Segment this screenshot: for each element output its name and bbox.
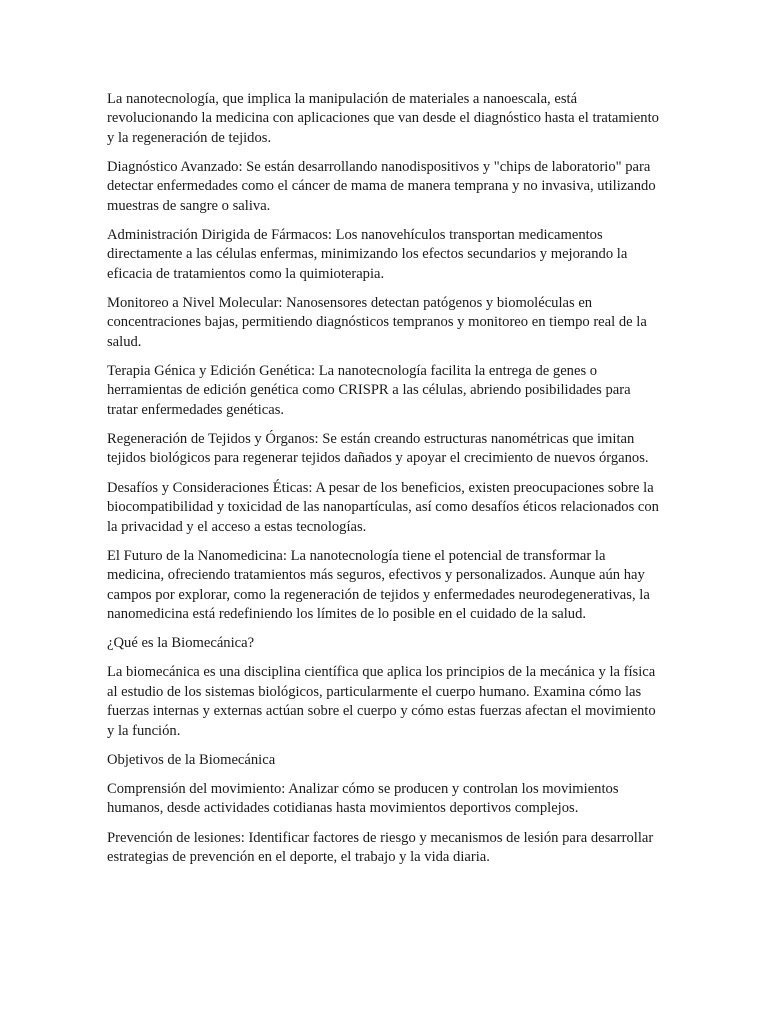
heading-que-es-biomecanica: ¿Qué es la Biomecánica? — [107, 635, 255, 652]
paragraph-intro: La nanotecnología, que implica la manipulación de materiales a nanoescala, está revolucionando la medicina con aplicaciones que van desde el diagnóstico hasta el tratamiento y la regeneración de tejidos. — [107, 91, 659, 146]
paragraph-administracion-farmacos: Administración Dirigida de Fármacos: Los nanovehículos transportan medicamentos directamente a las células enfermas, minimizando los efectos secundarios y mejorando la eficacia de tratamientos como la quimioterapia. — [107, 227, 628, 282]
paragraph-regeneracion-tejidos: Regeneración de Tejidos y Órganos: Se están creando estructuras nanométricas que imitan tejidos biológicos para regenerar tejidos dañados y apoyar el crecimiento de nuevos órganos. — [107, 431, 649, 467]
heading-objetivos-biomecanica: Objetivos de la Biomecánica — [107, 751, 276, 768]
paragraph-desafios-eticos: Desafíos y Consideraciones Éticas: A pesar de los beneficios, existen preocupaciones sobre la biocompatibilidad y toxicidad de las nanopartículas, así como desafíos éticos relacionados con la privacidad y el acceso a estas tecnologías. — [107, 479, 659, 535]
paragraph-futuro-nanomedicina: El Futuro de la Nanomedicina: La nanotecnología tiene el potencial de transformar la medicina, ofreciendo tratamientos más seguros, efectivos y personalizados. Aunque aún hay campos por explorar, como la regeneración de tejidos y enfermedades neurodegenerativas, la nanomedicina está redefiniendo los límites de lo posible en el cuidado de la salud. — [107, 547, 650, 622]
paragraph-prevencion-lesiones: Prevención de lesiones: Identificar factores de riesgo y mecanismos de lesión para desarrollar estrategias de prevención en el deporte, el trabajo y la vida diaria. — [107, 829, 654, 865]
paragraph-biomecanica-definicion: La biomecánica es una disciplina científica que aplica los principios de la mecánica y la física al estudio de los sistemas biológicos, particularmente el cuerpo humano. Examina cómo las fuerzas internas y externas actúan sobre el cuerpo y cómo estas fuerzas afectan el movimiento y la función. — [107, 664, 656, 739]
document-body — [107, 90, 663, 877]
paragraph-terapia-genica: Terapia Génica y Edición Genética: La nanotecnología facilita la entrega de genes o herramientas de edición genética como CRISPR a las células, abriendo posibilidades para tratar enfermedades genéticas. — [107, 363, 631, 418]
paragraph-monitoreo-molecular: Monitoreo a Nivel Molecular: Nanosensores detectan patógenos y biomoléculas en concentraciones bajas, permitiendo diagnósticos tempranos y monitoreo en tiempo real de la salud. — [107, 295, 647, 350]
paragraph-diagnostico-avanzado: Diagnóstico Avanzado: Se están desarrollando nanodispositivos y "chips de laboratorio" para detectar enfermedades como el cáncer de mama de manera temprana y no invasiva, utilizando muestras de sangre o saliva. — [107, 159, 656, 214]
paragraph-comprension-movimiento: Comprensión del movimiento: Analizar cómo se producen y controlan los movimientos humanos, desde actividades cotidianas hasta movimientos deportivos complejos. — [107, 780, 619, 817]
